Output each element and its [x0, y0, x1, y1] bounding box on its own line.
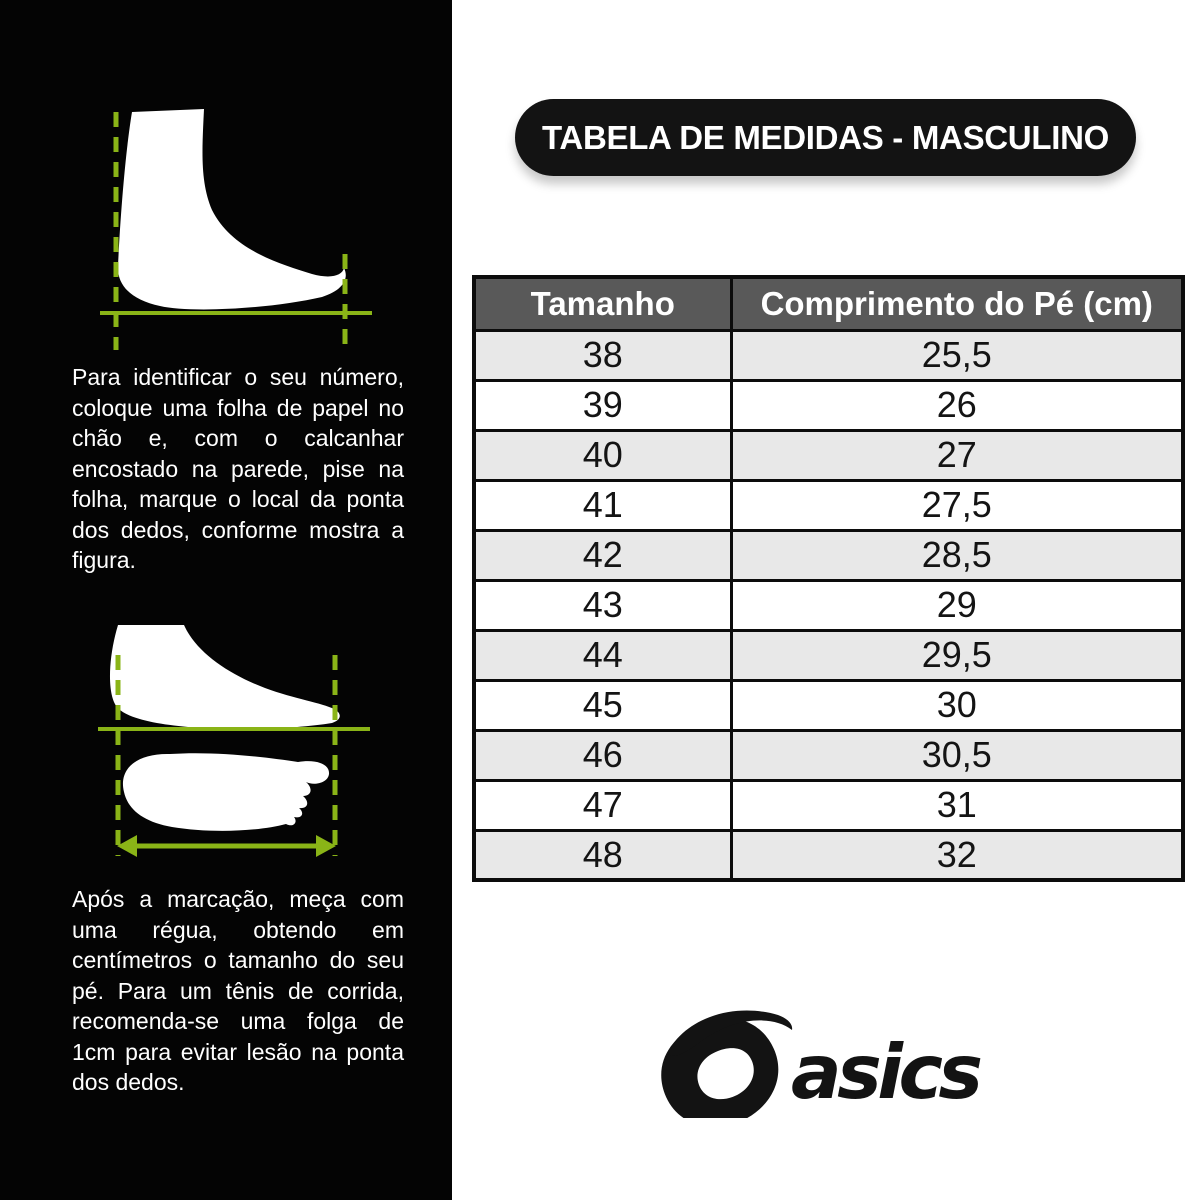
- instruction-step2: Após a marcação, meça com uma régua, obtendo em centímetros o tamanho do seu pé. Para um tênis de corrida, recomenda-se uma folga de 1cm para evitar lesão na ponta dos dedos.: [72, 886, 404, 1095]
- table-row: [474, 730, 1183, 780]
- length-cell: 29,5: [731, 630, 1183, 680]
- size-cell: 48: [474, 830, 731, 880]
- length-cell: 30,5: [731, 730, 1183, 780]
- table-header-row: [474, 277, 1183, 330]
- column-header-size: Tamanho: [474, 277, 731, 330]
- foot-measure-icon: [60, 610, 390, 870]
- instruction-panel: [0, 0, 452, 1200]
- size-cell: 46: [474, 730, 731, 780]
- column-header-length: Comprimento do Pé (cm): [731, 277, 1183, 330]
- footprint-silhouette: [123, 753, 329, 831]
- table-row: [474, 380, 1183, 430]
- foot-side-icon: [60, 82, 390, 362]
- size-cell: 44: [474, 630, 731, 680]
- length-cell: 32: [731, 830, 1183, 880]
- size-cell: 41: [474, 480, 731, 530]
- size-cell: 45: [474, 680, 731, 730]
- table-row: [474, 830, 1183, 880]
- table-row: [474, 680, 1183, 730]
- page-title: [515, 99, 1136, 176]
- size-table: [472, 275, 1185, 882]
- size-cell: 38: [474, 330, 731, 380]
- size-cell: 47: [474, 780, 731, 830]
- asics-wordmark: asics: [791, 1028, 979, 1116]
- size-cell: 42: [474, 530, 731, 580]
- table-row: [474, 530, 1183, 580]
- length-cell: 28,5: [731, 530, 1183, 580]
- page-title-text: TABELA DE MEDIDAS - MASCULINO: [542, 118, 1109, 156]
- length-cell: 29: [731, 580, 1183, 630]
- instruction-step1: Para identificar o seu número, coloque uma folha de papel no chão e, com o calcanhar encostado na parede, pise na folha, marque o local da ponta dos dedos, conforme mostra a figura.: [72, 364, 404, 573]
- size-cell: 43: [474, 580, 731, 630]
- table-row: [474, 580, 1183, 630]
- length-cell: 25,5: [731, 330, 1183, 380]
- length-cell: 26: [731, 380, 1183, 430]
- length-cell: 31: [731, 780, 1183, 830]
- foot-side-silhouette: [110, 625, 340, 729]
- table-row: [474, 330, 1183, 380]
- table-row: [474, 430, 1183, 480]
- length-cell: 27: [731, 430, 1183, 480]
- asics-logo-icon: [660, 998, 990, 1118]
- table-row: [474, 780, 1183, 830]
- size-cell: 39: [474, 380, 731, 430]
- table-row: [474, 630, 1183, 680]
- size-cell: 40: [474, 430, 731, 480]
- foot-silhouette: [118, 109, 346, 309]
- table-row: [474, 480, 1183, 530]
- length-cell: 27,5: [731, 480, 1183, 530]
- length-cell: 30: [731, 680, 1183, 730]
